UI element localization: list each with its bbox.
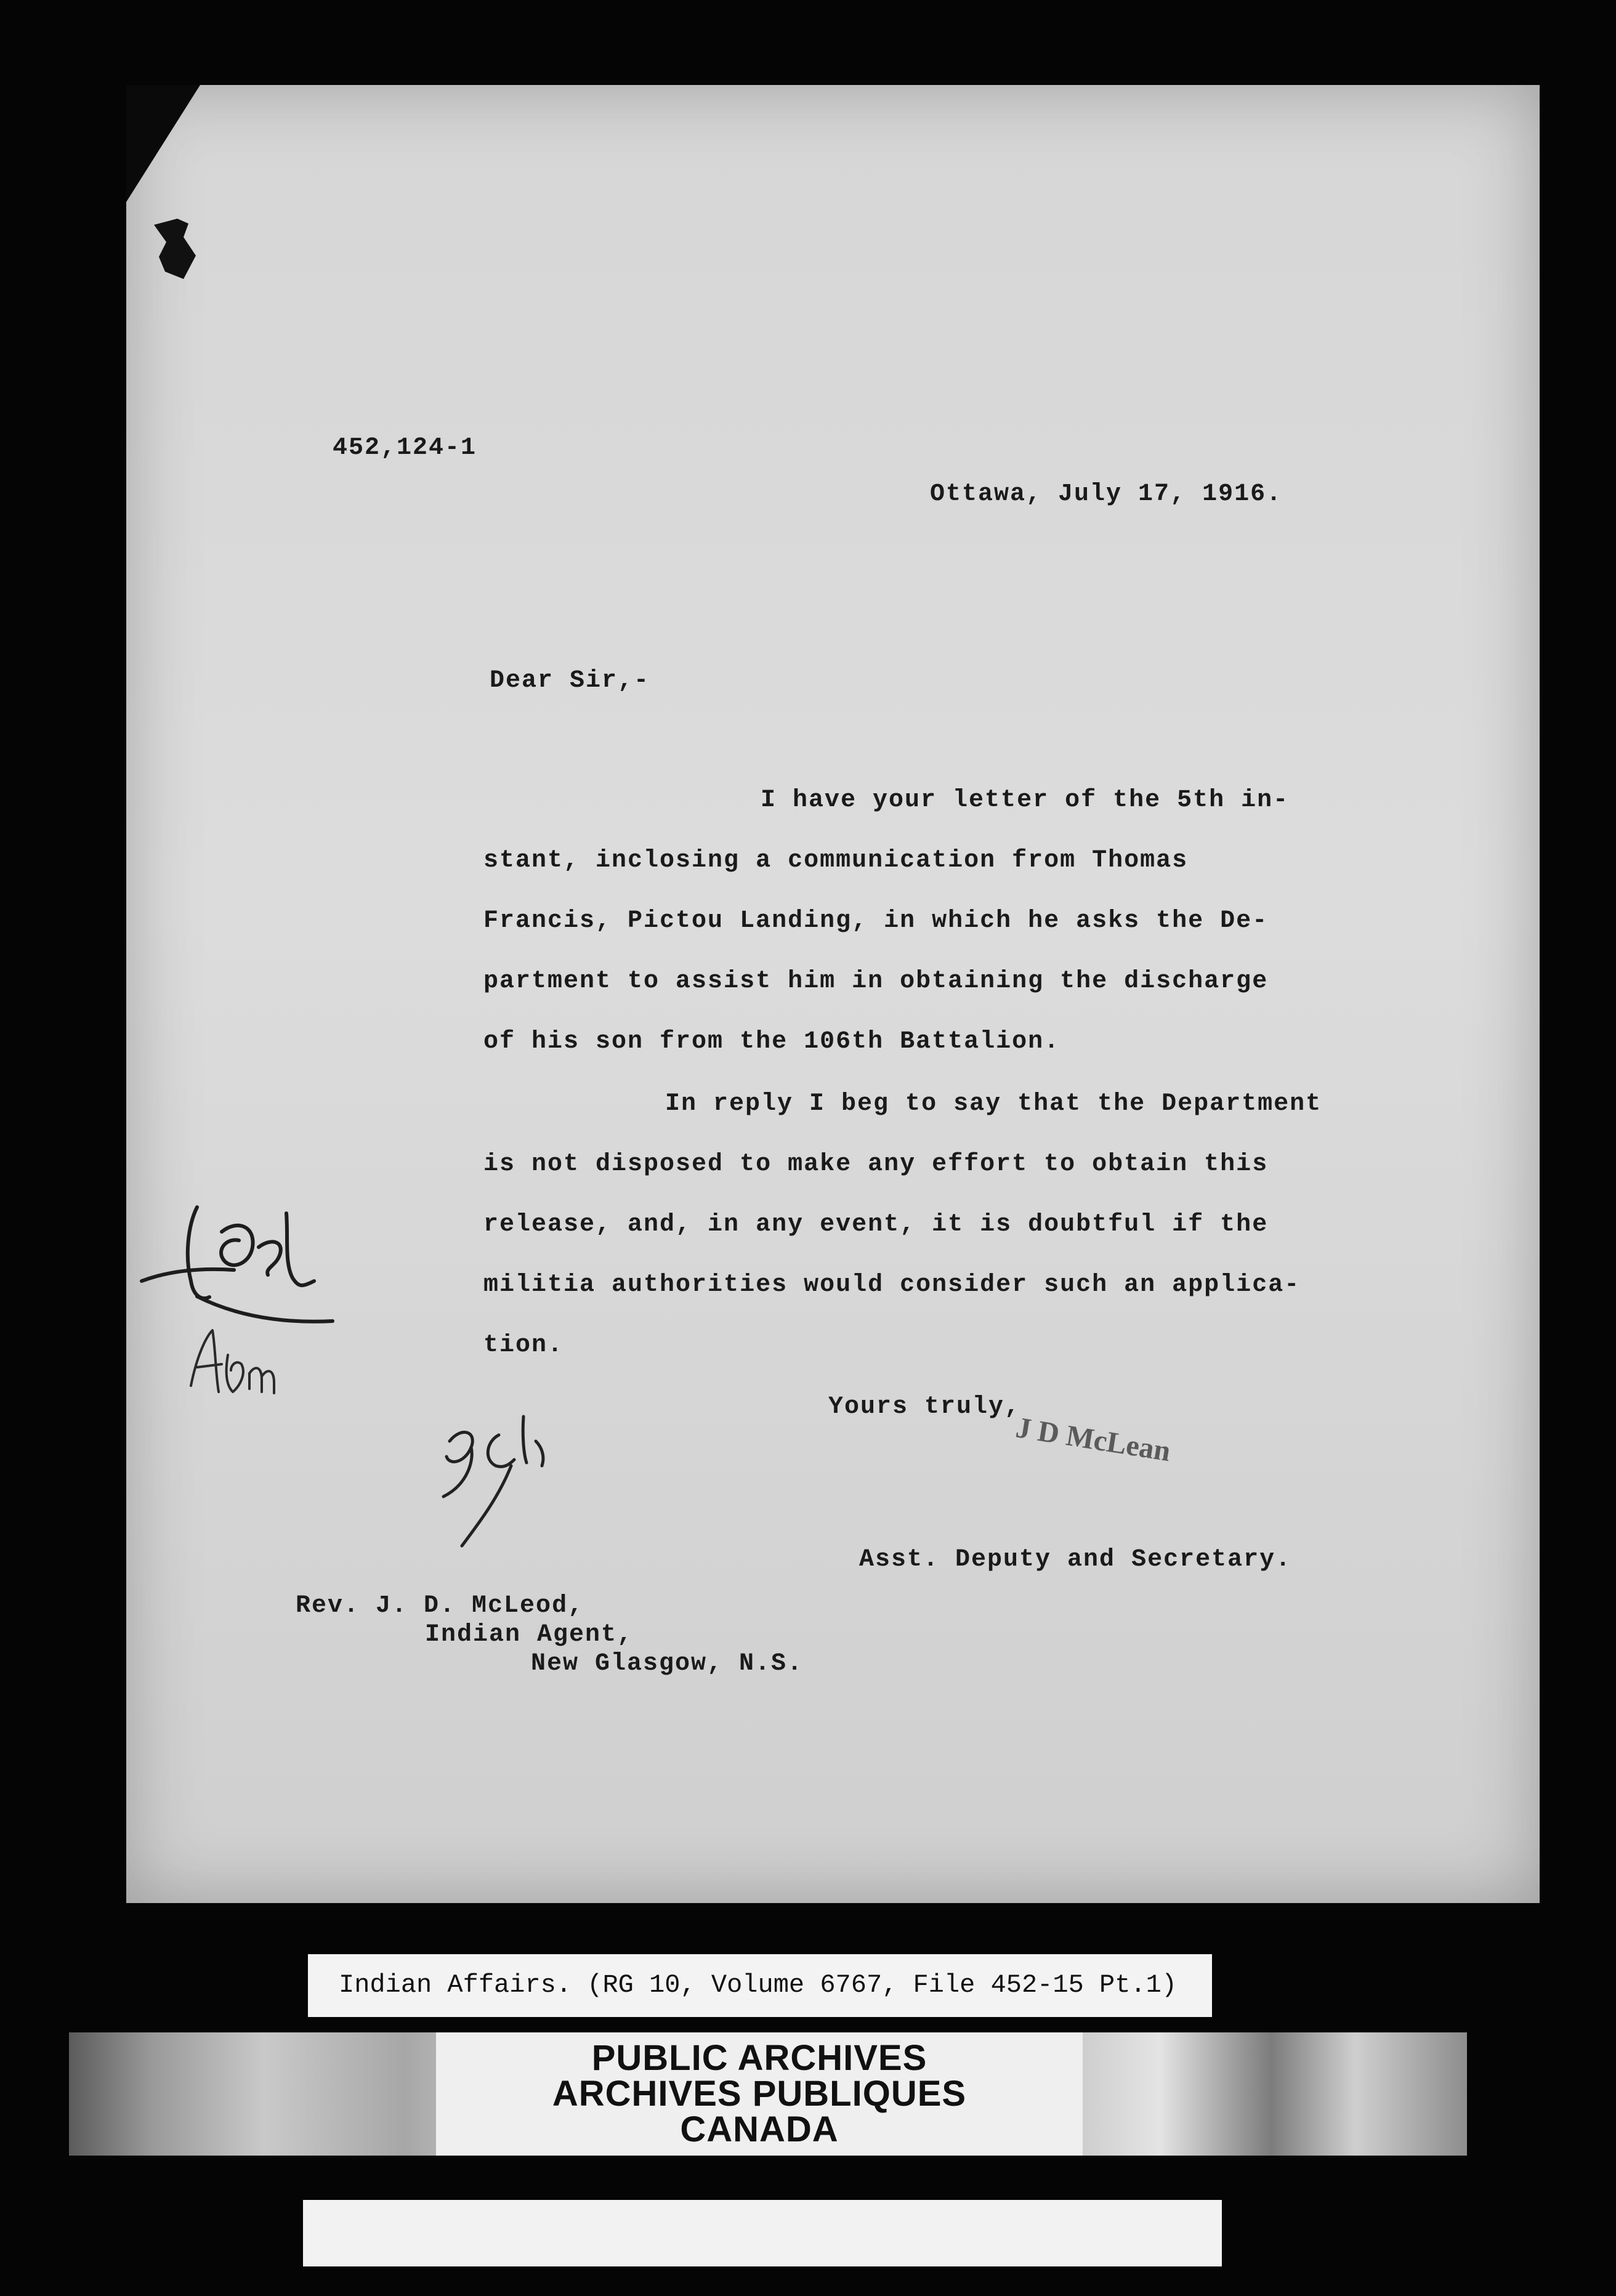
address-line: New Glasgow, N.S. (531, 1650, 804, 1678)
file-number: 452,124-1 (333, 434, 477, 462)
body-line: Francis, Pictou Landing, in which he asks the De- (483, 907, 1269, 935)
body-line: is not disposed to make any effort to obtain this (483, 1150, 1269, 1178)
archive-label-line: ARCHIVES PUBLIQUES (552, 2074, 967, 2114)
date-line: Ottawa, July 17, 1916. (930, 480, 1283, 508)
blank-label-strip (303, 2200, 1222, 2266)
handwritten-lost-note (129, 1189, 437, 1447)
body-line: tion. (483, 1332, 564, 1359)
signer-title: Asst. Deputy and Secretary. (859, 1546, 1292, 1574)
body-line: of his son from the 106th Battalion. (483, 1028, 1060, 1056)
public-archives-label (436, 2032, 1083, 2156)
archive-reference-label (308, 1954, 1212, 2017)
archive-reference: Indian Affairs. (RG 10, Volume 6767, File 452-15 Pt.1) (339, 1970, 1178, 2000)
archive-label-line: PUBLIC ARCHIVES (591, 2038, 927, 2078)
ink-blot-mark (140, 212, 208, 293)
body-line: I have your letter of the 5th in- (761, 786, 1290, 814)
address-line: Rev. J. D. McLeod, (296, 1592, 584, 1620)
closing: Yours truly, (828, 1393, 1021, 1421)
handwritten-initials-note (425, 1398, 585, 1552)
body-line: In reply I beg to say that the Department (665, 1090, 1322, 1118)
archive-label-line: CANADA (680, 2109, 839, 2149)
body-line: release, and, in any event, it is doubtful if the (483, 1211, 1269, 1239)
body-line: militia authorities would consider such an applica- (483, 1271, 1301, 1299)
body-line: stant, inclosing a communication from Thomas (483, 847, 1189, 875)
folded-corner (126, 85, 200, 202)
signature-stamp: J D McLean (1013, 1411, 1173, 1468)
salutation: Dear Sir,- (490, 667, 650, 695)
address-line: Indian Agent, (425, 1621, 634, 1649)
body-line: partment to assist him in obtaining the discharge (483, 968, 1269, 995)
